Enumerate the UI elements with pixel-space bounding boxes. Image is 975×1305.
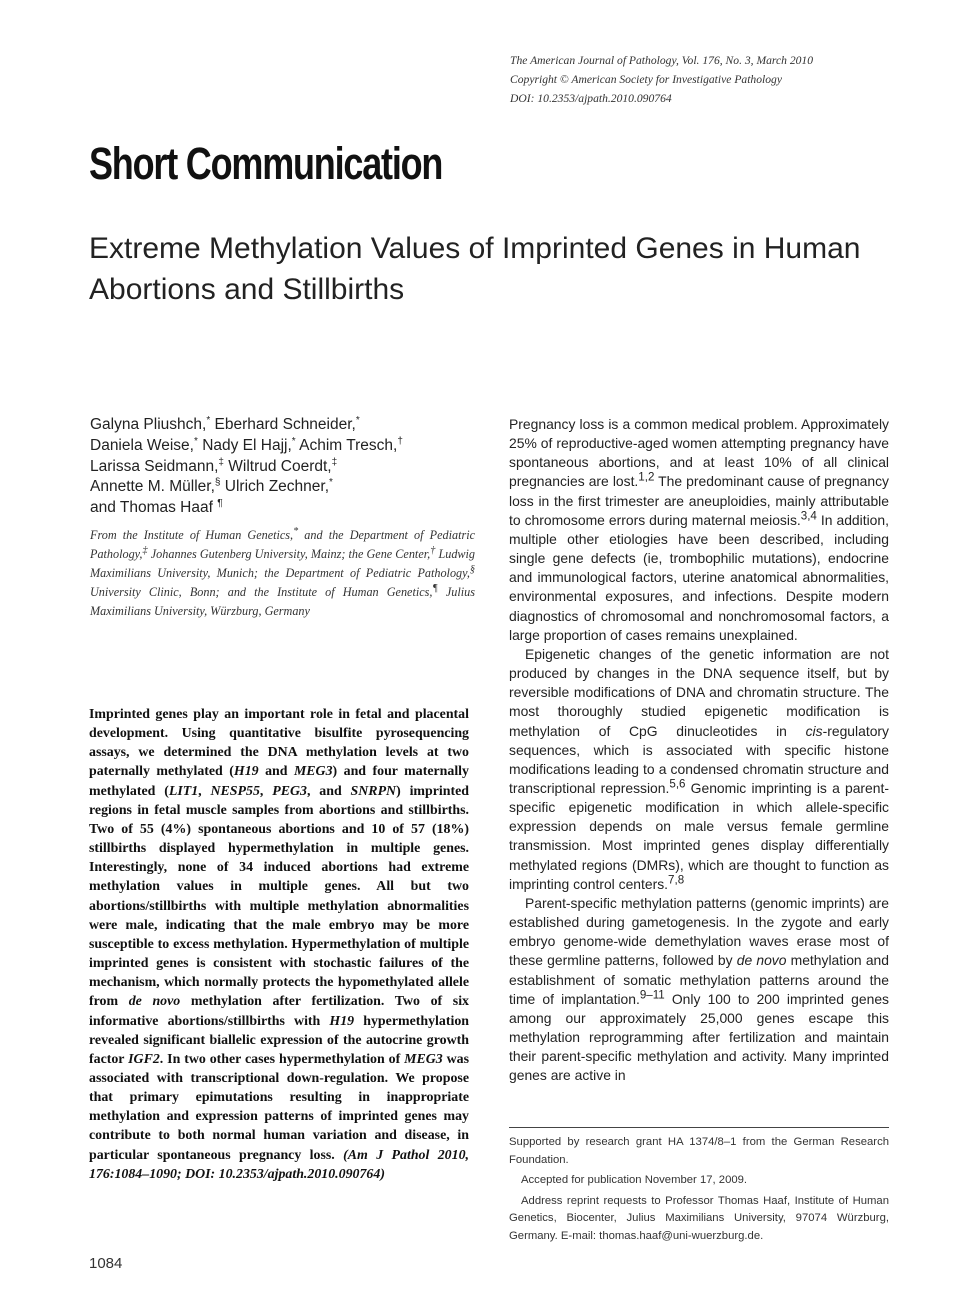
affiliations [90, 526, 475, 621]
paragraph [509, 415, 889, 645]
paragraph-text: The predominant cause of pregnancy loss in the first trimester are aneuploidies, mainly attributable to chromosome errors during maternal meiosis. [509, 473, 889, 528]
paragraph-text: In addition, multiple other etiologies have been described, including single gene defects (ie, trombophilic mutations), endocrine and immunological factors, uterine anatomical abnormalities, environmental exposures, and infections. Despite modern diagnostics of chromosomal and nonchromosomal factors, a large proportion of cases remains unexplained. [509, 511, 889, 643]
affiliation-mark: ‡ [218, 456, 224, 468]
author: Annette M. Müller, [90, 478, 215, 496]
abstract-text: , [198, 783, 211, 799]
body-text [509, 415, 889, 1085]
abstract-text: ) and four maternally methylated ( [89, 764, 469, 799]
affiliation-mark: * [329, 477, 333, 489]
gene-name: SNRPN [350, 783, 397, 799]
italic-term: de novo [128, 994, 181, 1010]
page-number: 1084 [89, 1255, 123, 1272]
author: and Thomas Haaf [90, 499, 213, 517]
gene-name: H19 [329, 1013, 355, 1029]
gene-name: H19 [233, 764, 259, 780]
abstract-text: ) imprinted regions in fetal muscle samples from abortions and stillbirths. Two of 55 (4%) spontaneous abortions and 10 of 57 (18%) stillbirths displayed hypermethylation in multiple genes. Interestingly, none of 34 induced abortions had extreme methylation values in multiple genes. All but two abortions/stillbirths with multiple methylation abnormalities were male, indicating that the male embryo may be more susceptible to excess methylation. Hypermethylation of multiple imprinted genes is consistent with stochastic failures of the mechanism, which normally protects the hypomethylated allele from [89, 783, 469, 1010]
article-title: Extreme Methylation Values of Imprinted Genes in Human Abortions and Stillbirths [89, 232, 861, 306]
copyright-line: Copyright © American Society for Investigative Pathology [510, 73, 782, 86]
abstract [89, 705, 469, 1184]
affiliation-mark: † [397, 435, 403, 447]
affiliation-mark: ¶ [432, 583, 438, 595]
author-list [90, 415, 480, 519]
affiliation-text: Johannes Gutenberg University, Mainz; the Gene Center, [147, 547, 431, 562]
journal-header [510, 51, 930, 108]
affiliation-text: Julius Maximilians University, Würzburg, Germany [90, 585, 475, 619]
paragraph-text: Genomic imprinting is a parent-specific epigenetic modification in which allele-specific expression depends on male versus female germline transmission. Most imprinted genes display differentially methylated regions (DMRs), which are thought to function as imprinting control centers. [509, 779, 889, 892]
reference-mark: 7,8 [668, 874, 685, 887]
author: Nady El Hajj, [202, 436, 292, 454]
affiliation-text: University Clinic, Bonn; and the Institute of Human Genetics, [90, 585, 433, 600]
gene-name: LIT1 [168, 783, 199, 799]
abstract-text: methylation after fertilization. Two of six informative abortions/stillbirths with [89, 994, 470, 1029]
paragraph-text: methylation and establishment of somatic methylation patterns around the time of implantation. [509, 952, 889, 1007]
abstract-text: , [259, 783, 273, 799]
affiliation-mark: * [291, 435, 296, 447]
affiliation-mark: § [469, 564, 475, 576]
paragraph-text: Parent-specific methylation patterns (genomic imprints) are established during gametogenesis. In the zygote and early embryo genome-wide demethylation waves erase most of these germline patterns, followed by [509, 894, 889, 969]
italic-term: cis [805, 722, 823, 739]
footnote-divider [509, 1127, 889, 1128]
affiliation-mark: * [355, 414, 360, 426]
affiliation-mark: † [430, 545, 436, 557]
abstract-text: hypermethylation revealed significant biallelic expression of the autocrine growth factor [89, 1013, 469, 1067]
paragraph [509, 645, 889, 894]
author: Achim Tresch, [299, 436, 398, 454]
affiliation-mark: ¶ [217, 498, 223, 510]
abstract-text: Imprinted genes play an important role in fetal and placental development. Using quantitative bisulfite pyrosequencing assays, we determined the DNA methylation levels at two paternally methylated ( [89, 707, 469, 780]
footnotes [509, 1134, 889, 1248]
abstract-text: was associated with transcriptional down-regulation. We propose that primary epimutations resulting in inappropriate methylation and expression patterns of imprinted genes may contribute to both normal human variation and disease, in particular spontaneous pregnancy loss. [89, 1051, 469, 1163]
paragraph-text: Epigenetic changes of the genetic information are not produced by changes in the DNA sequence itself, but by reversible modifications of DNA and chromatin structure. The most thoroughly studied epigenetic modification is methylation of CpG dinucleotides in [509, 645, 889, 739]
paragraph-text: Pregnancy loss is a common medical problem. Approximately 25% of reproductive-aged women attempting pregnancy have spontaneous abortions, and at least 10% of all clinical pregnancies are lost. [509, 416, 889, 490]
abstract-text: , and [306, 783, 351, 799]
gene-name: MEG3 [293, 764, 333, 780]
gene-name: PEG3 [272, 783, 307, 799]
author: Wiltrud Coerdt, [228, 457, 332, 475]
reprint-address-note: Address reprint requests to Professor Thomas Haaf, Institute of Human Genetics, Biocenter, Julius Maximilians University, 97074 Würzburg, Germany. E-mail: thomas.haaf@uni-wuerzburg.de. [509, 1194, 889, 1242]
reference-mark: 5,6 [669, 778, 686, 791]
abstract-text: and [258, 764, 294, 780]
paragraph-text: Only 100 to 200 imprinted genes among our approximately 25,000 genes escape this methylation reprogramming after fertilization and maintain their parent-specific methylation and activity. Many imprinted genes are active in [509, 990, 889, 1084]
affiliation-text: Ludwig Maximilians University, Munich; the Department of Pediatric Pathology, [90, 547, 476, 581]
author: Ulrich Zechner, [224, 478, 330, 496]
gene-name: IGF2 [128, 1051, 160, 1067]
author: Daniela Weise, [90, 436, 194, 454]
reference-mark: 9–11 [639, 989, 665, 1002]
italic-term: de novo [736, 952, 787, 969]
doi-line: DOI: 10.2353/ajpath.2010.090764 [510, 92, 672, 105]
section-title: Short Communication [89, 138, 443, 189]
paragraph [509, 894, 889, 1086]
accepted-note: Accepted for publication November 17, 2009. [521, 1174, 748, 1186]
affiliation-mark: * [293, 525, 299, 537]
affiliation-text: and the Department of Pediatric Pathology, [90, 528, 475, 562]
affiliation-mark: * [193, 435, 198, 447]
abstract-citation: (Am J Pathol 2010, 176:1084–1090; DOI: 10.2353/ajpath.2010.090764) [89, 1147, 469, 1182]
journal-citation: The American Journal of Pathology, Vol. 176, No. 3, March 2010 [510, 54, 814, 67]
affiliation-mark: ‡ [142, 545, 148, 557]
gene-name: MEG3 [404, 1051, 443, 1067]
author: Larissa Seidmann, [90, 457, 219, 475]
affiliation-mark: * [206, 414, 211, 426]
affiliation-mark: ‡ [331, 456, 338, 468]
affiliation-mark: § [214, 477, 221, 489]
author: Galyna Pliushch, [90, 416, 207, 433]
affiliation-text: From the Institute of Human Genetics, [90, 528, 294, 542]
abstract-text: . In two other cases hypermethylation of [159, 1051, 405, 1067]
funding-note: Supported by research grant HA 1374/8–1 from the German Research Foundation. [509, 1136, 889, 1166]
reference-mark: 3,4 [800, 510, 817, 523]
author: Eberhard Schneider, [214, 416, 356, 433]
paragraph-text: -regulatory sequences, which is associated with specific histone modifications leading to a condensed chromatin structure and transcriptional repression. [509, 722, 889, 796]
gene-name: NESP55 [210, 783, 260, 799]
reference-mark: 1,2 [638, 471, 655, 484]
